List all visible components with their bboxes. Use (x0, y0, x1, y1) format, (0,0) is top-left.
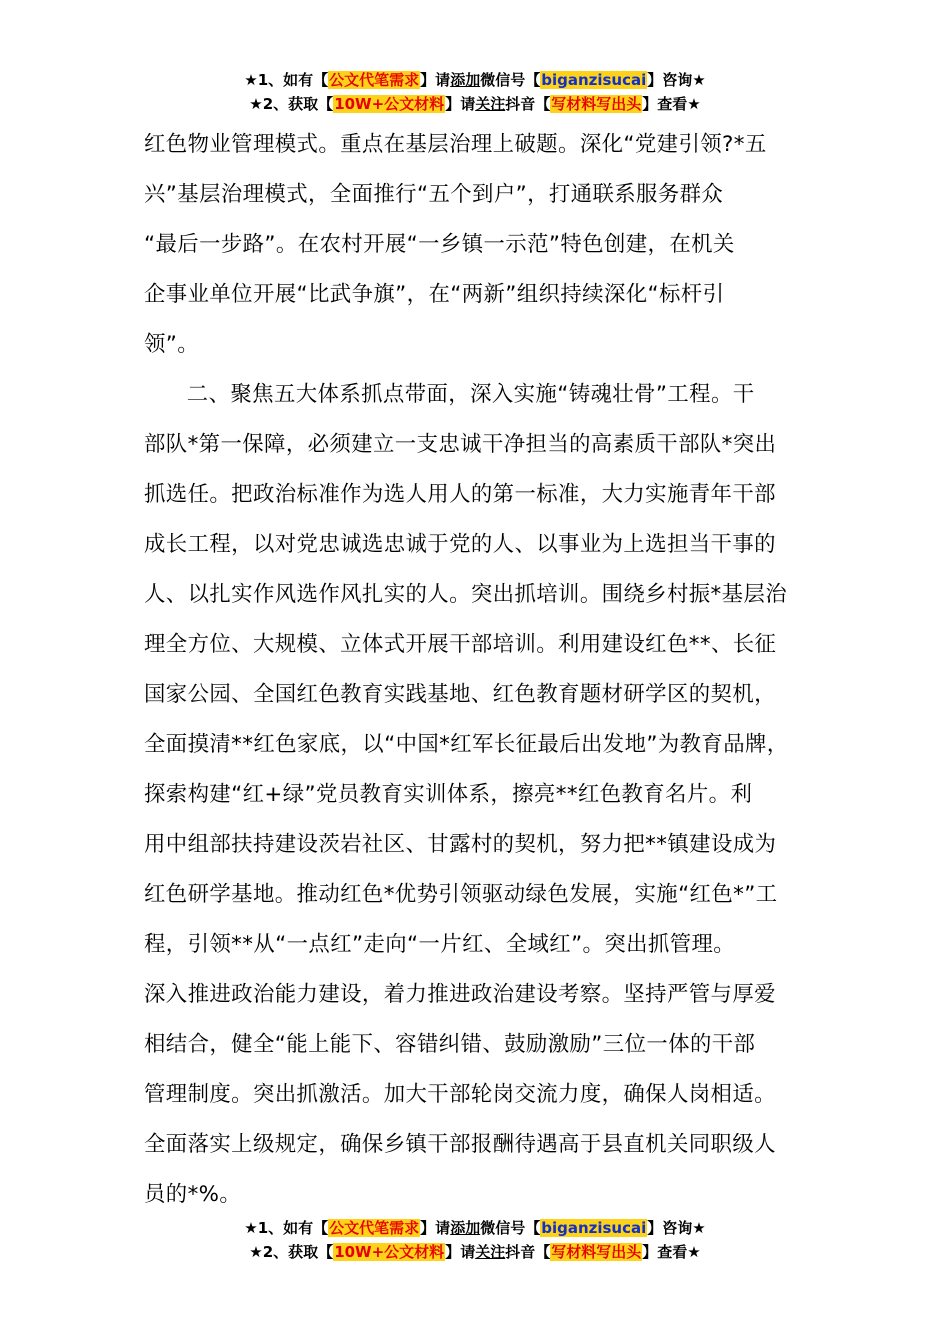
text-line: 领”。 (144, 332, 200, 357)
text-line: 探索构建“红+绿”党员教育实训体系，擦亮**红色教育名片。利 (144, 782, 753, 807)
footer-line-1-prefix: ★1、如有【 (244, 1219, 329, 1237)
footer-line-2-text-2: 抖音【 (505, 1243, 551, 1261)
text-line: 理全方位、大规模、立体式开展干部培训。利用建设红色**、长征 (144, 632, 777, 657)
douyin-account-highlight[interactable]: 写材料写出头 (551, 1243, 642, 1261)
footer-line-1 (0, 1216, 950, 1240)
footer-line-2 (0, 1240, 950, 1264)
footer-line-1-suffix: 】咨询★ (647, 1219, 706, 1237)
paragraph-1 (144, 120, 806, 370)
text-line: 部队*第一保障，必须建立一支忠诚干净担当的高素质干部队*突出 (144, 432, 777, 457)
text-line: 红色研学基地。推动红色*优势引领驱动绿色发展，实施“红色*”工 (144, 882, 778, 907)
document-body (144, 120, 806, 1220)
text-line: 深入推进政治能力建设，着力推进政治建设考察。坚持严管与厚爱 (144, 982, 776, 1007)
text-line: 管理制度。突出抓激活。加大干部轮岗交流力度，确保人岗相适。 (144, 1082, 776, 1107)
footer-line-2-prefix: ★2、获取【 (249, 1243, 334, 1261)
materials-highlight: 10W+公文材料 (334, 1243, 445, 1261)
text-line: 员的*%。 (144, 1182, 242, 1207)
footer-line-1-text: 】请 (420, 1219, 451, 1237)
section-heading-line: 二、聚焦五大体系抓点带面，深入实施“铸魂壮骨”工程。干 (186, 382, 755, 407)
service-highlight: 公文代笔需求 (329, 71, 420, 89)
header-line-2-text-2: 抖音【 (505, 95, 551, 113)
header-line-1-suffix: 】咨询★ (647, 71, 706, 89)
douyin-account-highlight[interactable]: 写材料写出头 (551, 95, 642, 113)
header-line-1-text: 】请 (420, 71, 451, 89)
materials-highlight: 10W+公文材料 (334, 95, 445, 113)
paragraph-2 (144, 370, 806, 1220)
text-line: 人、以扎实作风选作风扎实的人。突出抓培训。围绕乡村振*基层治 (144, 582, 788, 607)
header-line-2-suffix: 】查看★ (642, 95, 701, 113)
text-line: 企事业单位开展“比武争旗”，在“两新”组织持续深化“标杆引 (144, 282, 725, 307)
text-line: 兴”基层治理模式，全面推行“五个到户”，打通联系服务群众 (144, 182, 724, 207)
text-line: 全面摸清**红色家底，以“中国*红军长征最后出发地”为教育品牌， (144, 732, 789, 757)
header-line-2-text: 】请 (445, 95, 476, 113)
footer-line-2-suffix: 】查看★ (642, 1243, 701, 1261)
header-line-1 (0, 68, 950, 92)
add-underlined: 添加 (450, 71, 481, 89)
text-line: 成长工程，以对党忠诚选忠诚于党的人、以事业为上选担当干事的 (144, 532, 776, 557)
text-line: 相结合，健全“能上能下、容错纠错、鼓励激励”三位一体的干部 (144, 1032, 756, 1057)
header-line-2 (0, 92, 950, 116)
text-line: 程，引领**从“一点红”走向“一片红、全域红”。突出抓管理。 (144, 932, 736, 957)
footer-line-2-text: 】请 (445, 1243, 476, 1261)
footer-line-1-text-2: 微信号【 (480, 1219, 541, 1237)
text-line: 红色物业管理模式。重点在基层治理上破题。深化“党建引领?*五 (144, 132, 767, 157)
text-line: 全面落实上级规定，确保乡镇干部报酬待遇高于县直机关同职级人 (144, 1132, 776, 1157)
header-banner (0, 68, 950, 116)
add-underlined: 添加 (450, 1219, 481, 1237)
footer-banner (0, 1216, 950, 1264)
wechat-id-highlight[interactable]: biganzisucai (541, 71, 647, 89)
follow-underlined: 关注 (475, 1243, 506, 1261)
header-line-1-prefix: ★1、如有【 (244, 71, 329, 89)
text-line: “最后一步路”。在农村开展“一乡镇一示范”特色创建，在机关 (144, 232, 735, 257)
text-line: 用中组部扶持建设茨岩社区、甘露村的契机，努力把**镇建设成为 (144, 832, 777, 857)
text-line: 抓选任。把政治标准作为选人用人的第一标准，大力实施青年干部 (144, 482, 776, 507)
text-line: 国家公园、全国红色教育实践基地、红色教育题材研学区的契机， (144, 682, 776, 707)
service-highlight: 公文代笔需求 (329, 1219, 420, 1237)
follow-underlined: 关注 (475, 95, 506, 113)
header-line-1-text-2: 微信号【 (480, 71, 541, 89)
wechat-id-highlight[interactable]: biganzisucai (541, 1219, 647, 1237)
header-line-2-prefix: ★2、获取【 (249, 95, 334, 113)
